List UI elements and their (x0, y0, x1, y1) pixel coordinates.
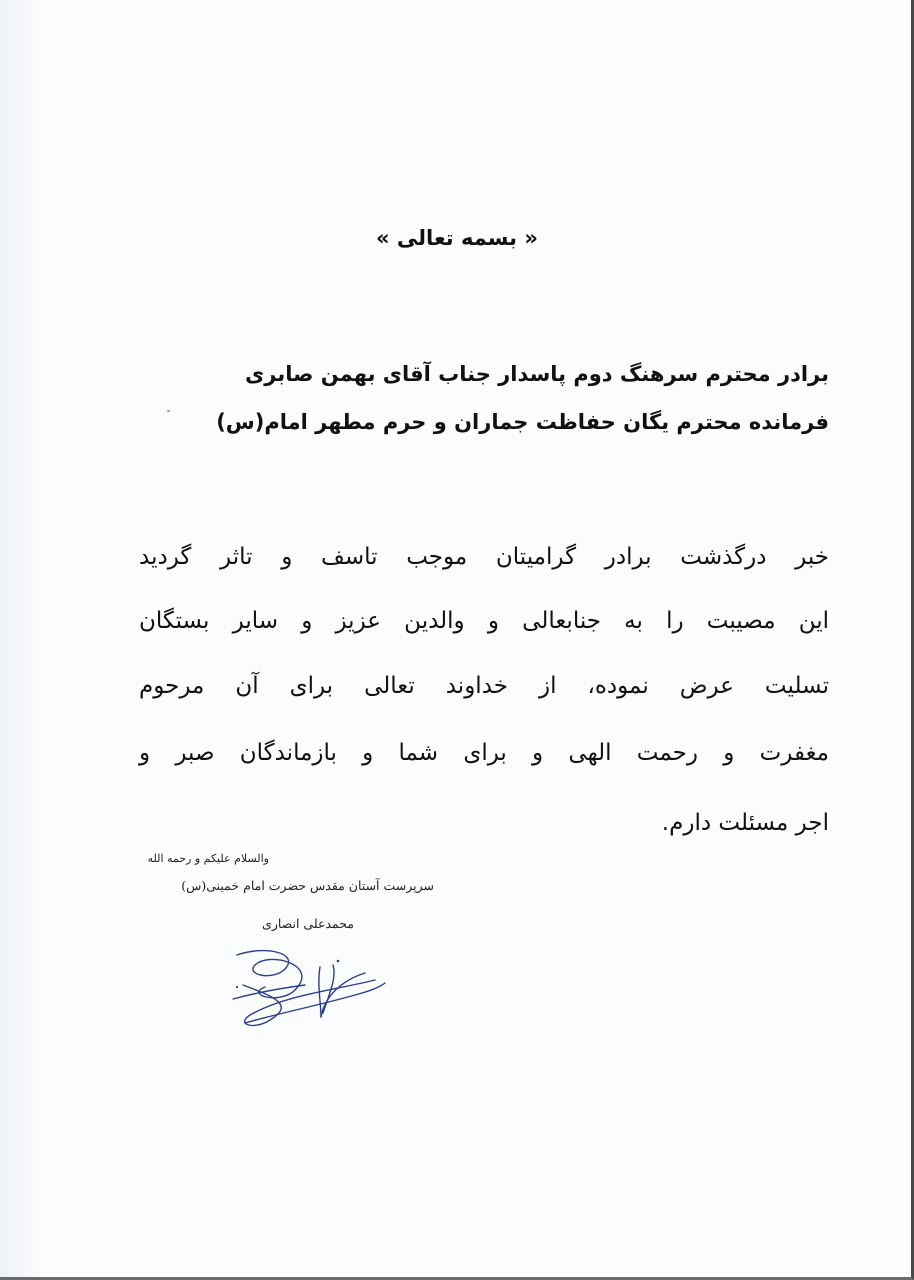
signer-name: محمدعلی انصاری (262, 916, 354, 931)
body-line-4: مغفرت و رحمت الهی و برای شما و بازماندگان صبر و (139, 740, 829, 766)
body-line-3: تسلیت عرض نموده، از خداوند تعالی برای آن مرحوم (139, 673, 829, 699)
body-line-5: اجر مسئلت دارم. (661, 810, 829, 836)
letter-heading: « بسمه تعالی » (376, 226, 538, 250)
addressee-line-1: برادر محترم سرهنگ دوم پاسدار جناب آقای بهمن صابری (245, 362, 829, 386)
body-line-2: این مصیبت را به جنابعالی و والدین عزیز و سایر بستگان (139, 608, 829, 634)
addressee-line-2: فرمانده محترم یگان حفاظت جماران و حرم مطهر امام(س) (216, 410, 829, 434)
body-line-1: خبر درگذشت برادر گرامیتان موجب تاسف و تاثر گردید (139, 544, 829, 570)
handwritten-signature (225, 935, 395, 1045)
closing-greeting: والسلام علیکم و رحمه الله (147, 852, 269, 865)
paper-speck (167, 410, 170, 412)
page-edge-shadow (0, 0, 40, 1277)
signer-title: سرپرست آستان مقدس حضرت امام خمینی(س) (181, 878, 434, 893)
